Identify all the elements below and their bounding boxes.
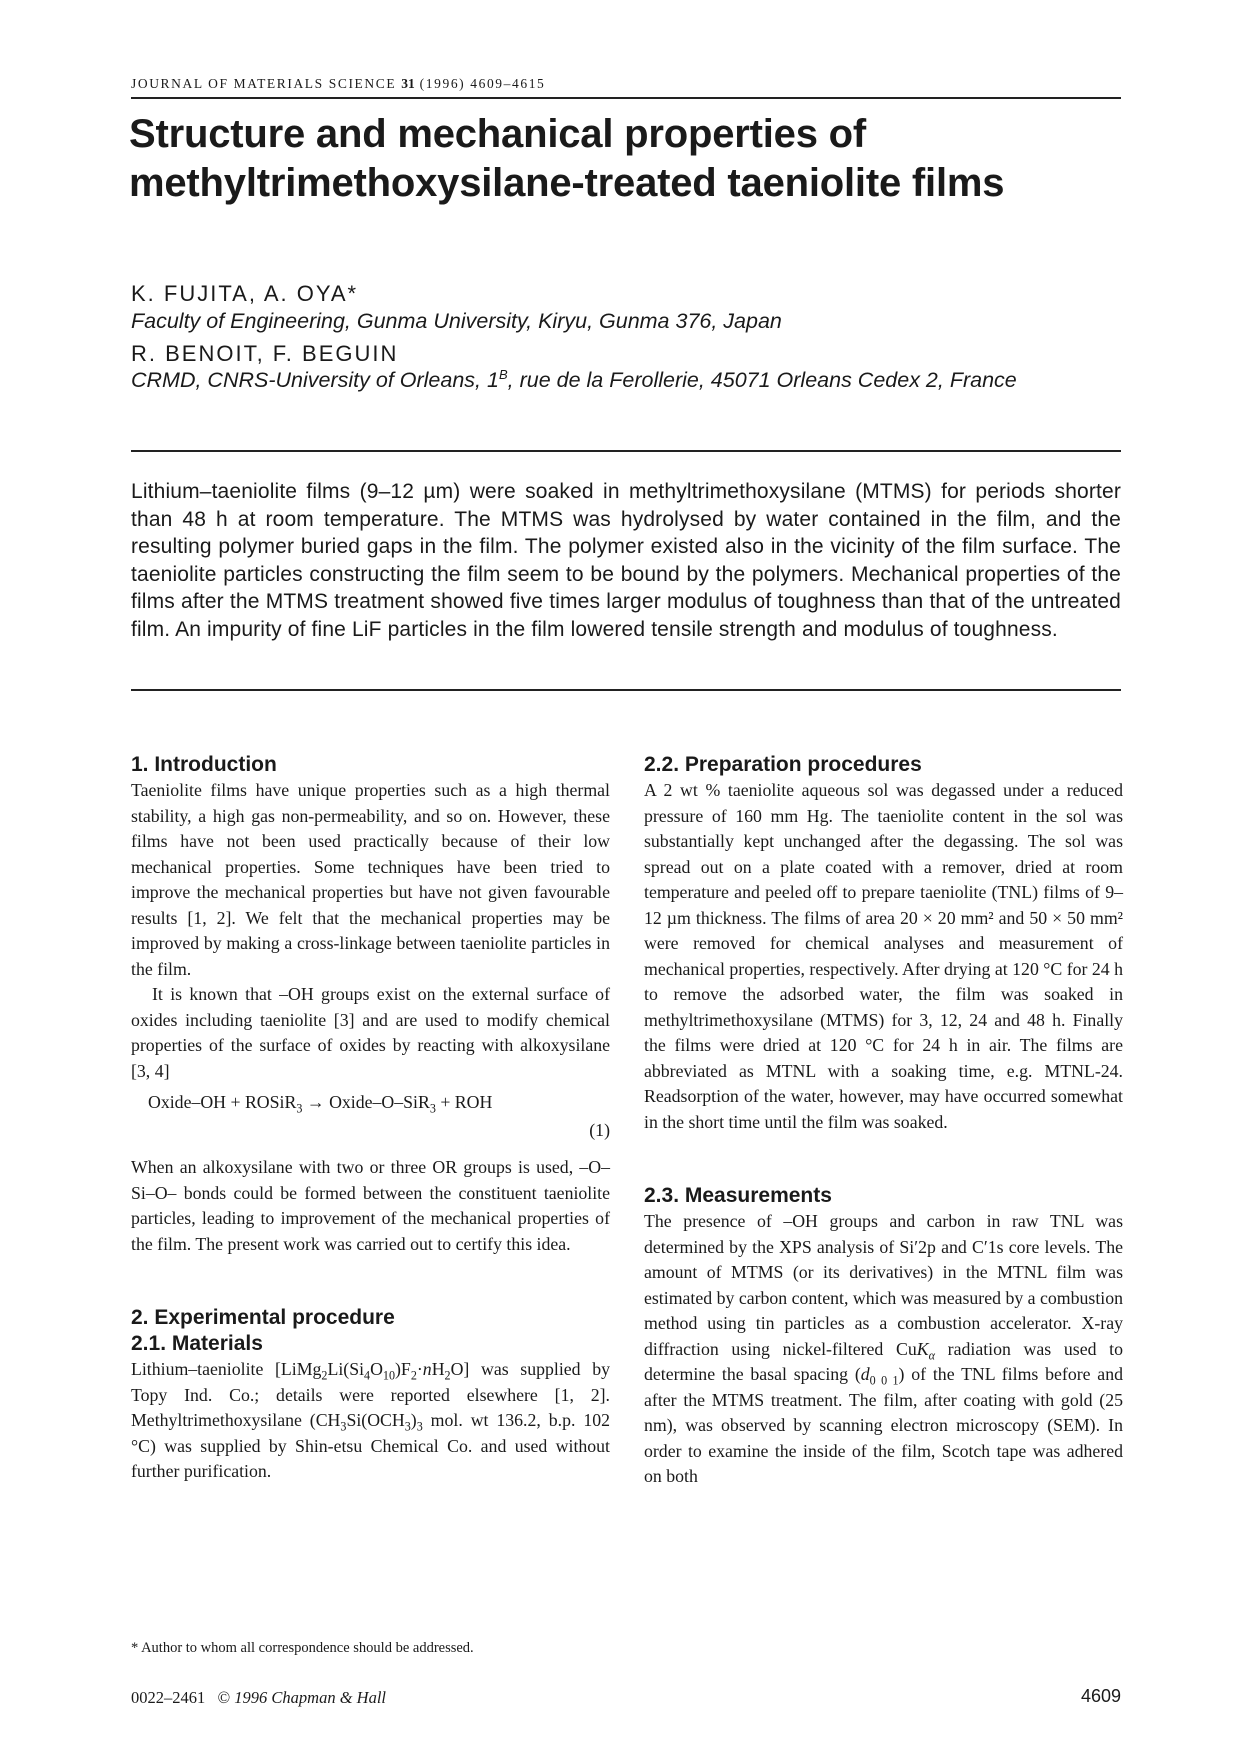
authors-line-1: K. FUJITA, A. OYA* <box>131 281 359 306</box>
header-rule <box>131 97 1121 99</box>
affiliation-2-text: CRMD, CNRS-University of Orleans, 1 <box>131 368 499 392</box>
footer-issn-copyright <box>131 1688 386 1708</box>
affiliation-2 <box>131 368 1017 393</box>
measurements-paragraph: The presence of –OH groups and carbon in raw TNL was determined by the XPS analysis of Si′2p and C′1s core levels. The amount of MTMS (or its derivatives) in the MTNL film was estimated by carbon content, which was measured by a combustion method using tin particles as a combustion accelerator. X-ray diffraction using nickel-filtered CuK$_\alpha$ radiation was used to determine the basal spacing $(d_{0 0 1})$ of the TNL films before and after the MTMS treatment. The film, after coating with gold (25 nm), was observed by scanning electron microscopy (SEM). In order to examine the inside of the film, Scotch tape was adhered on both <box>644 1211 1124 1486</box>
page-number: 4609 <box>1080 1686 1121 1706</box>
journal-name: JOURNAL OF MATERIALS SCIENCE <box>131 76 397 91</box>
authors-line-2: R. BENOIT, F. BEGUIN <box>131 341 399 366</box>
intro-paragraph-1: Taeniolite films have unique properties such as a high thermal stability, a high gas non-permeability, and so on. However, these films have not been used practically because of their low mechanical properties. Some techniques have been tried to improve the mechanical properties but have not given favourable results [1, 2]. We felt that the mechanical properties may be improved by making a cross-linkage between taeniolite particles in the film. <box>131 780 610 979</box>
paper-title: Structure and mechanical properties of methyltrimethoxysilane-treated taeniolite films <box>129 112 1005 205</box>
affiliation-2-text-end: , rue de la Ferollerie, 45071 Orleans Cedex 2, France <box>507 368 1017 392</box>
materials-paragraph: Lithium–taeniolite $[LiMg_2Li(Si_4O_{10})F_2\cdot nH_2O]$ was supplied by Topy Ind. Co.; details were reported elsewhere [1, 2]. Methyltrimethoxysilane ($CH_3Si(OCH_3)_3$ mol. wt 136.2, b.p. 102 °C) was supplied by Shin-etsu Chemical Co. and used without further purification. <box>131 1359 610 1481</box>
correspondence-footnote: * Author to whom all correspondence should be addressed. <box>131 1640 474 1656</box>
abstract-rule-bottom <box>131 689 1121 691</box>
copyright-symbol: © <box>217 1688 231 1707</box>
section-2-heading: 2. Experimental procedure <box>131 1306 395 1329</box>
issn: 0022–2461 <box>131 1688 206 1707</box>
section-2-2-heading: 2.2. Preparation procedures <box>644 753 922 776</box>
copyright-text: 1996 Chapman & Hall <box>234 1688 387 1707</box>
abstract: Lithium–taeniolite films (9–12 µm) were soaked in methyltrimethoxysilane (MTMS) for periods shorter than 48 h at room temperature. The MTMS was hydrolysed by water contained in the film, and the resulting polymer buried gaps in the film. The polymer existed also in the vicinity of the film surface. The taeniolite particles constructing the film seem to be bound by the polymers. Mechanical properties of the films after the MTMS treatment showed five times larger modulus of toughness than that of the untreated film. An impurity of fine LiF particles in the film lowered tensile strength and modulus of toughness. <box>131 480 1121 641</box>
journal-year-pages: (1996) 4609–4615 <box>419 76 546 91</box>
affiliation-1: Faculty of Engineering, Gunma University, Kiryu, Gunma 376, Japan <box>131 309 782 333</box>
intro-paragraph-3: When an alkoxysilane with two or three OR groups is used, –O–Si–O– bonds could be formed between the constituent taeniolite particles, leading to improvement of the mechanical properties of the film. The present work was carried out to certify this idea. <box>131 1157 610 1254</box>
journal-volume: 31 <box>401 76 415 91</box>
section-2-3-heading: 2.3. Measurements <box>644 1184 832 1207</box>
abstract-rule-top <box>131 450 1121 452</box>
left-column <box>131 752 610 1485</box>
journal-header <box>131 76 1121 92</box>
right-column <box>644 752 1123 1490</box>
section-2-1-heading: 2.1. Materials <box>131 1332 263 1355</box>
preparation-paragraph: A 2 wt % taeniolite aqueous sol was degassed under a reduced pressure of 160 mm Hg. The taeniolite content in the sol was substantially kept unchanged after the degassing. The sol was spread out on a plate coated with a remover, dried at room temperature and peeled off to prepare taeniolite (TNL) films of 9–12 µm thickness. The films of area 20 × 20 mm² and 50 × 50 mm² were removed for chemical analyses and measurement of mechanical properties, respectively. After drying at 120 °C for 24 h to remove the adsorbed water, the film was soaked in methyltrimethoxysilane (MTMS) for 3, 12, 24 and 48 h. Finally the films were dried at 120 °C for 24 h in air. The films are abbreviated as MTNL with a soaking time, e.g. MTNL-24. Readsorption of the water, however, may have occurred somewhat in the short time until the film was soaked. <box>644 780 1123 1132</box>
affiliation-2-sup: B <box>498 366 508 382</box>
intro-paragraph-2: It is known that –OH groups exist on the external surface of oxides including taeniolite [3] and are used to modify chemical properties of the surface of oxides by reacting with alkoxysilane [3, 4] <box>131 984 610 1081</box>
section-1-heading: 1. Introduction <box>131 753 277 776</box>
equation-1: Oxide–OH + ROSiR$_3$ → Oxide–O–SiR$_3$ + ROH <box>148 1092 493 1116</box>
equation-1-number: (1) <box>589 1119 610 1140</box>
